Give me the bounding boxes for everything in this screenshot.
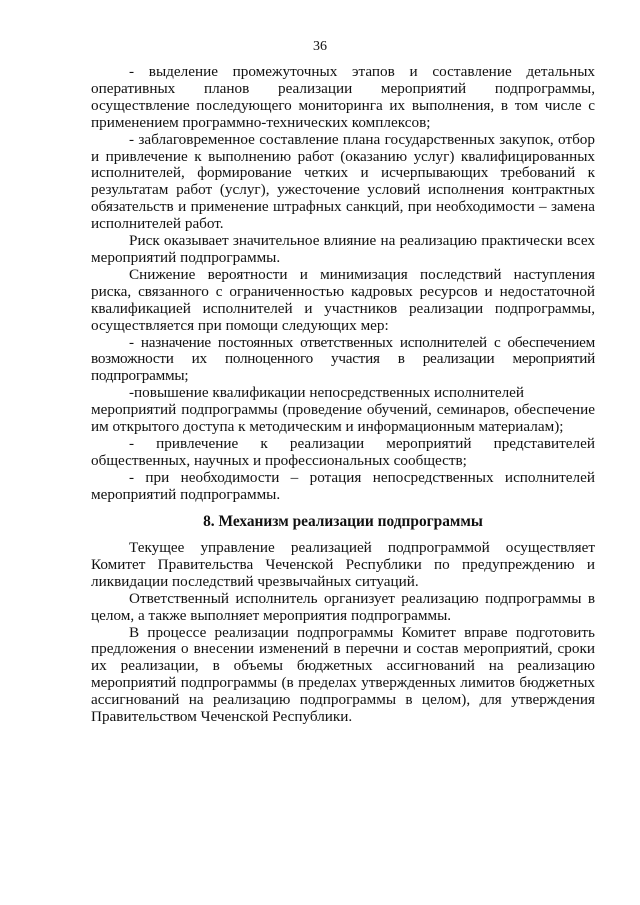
paragraph-risk-influence: Риск оказывает значительное влияние на реализацию практически всех мероприятий подпрограммы.	[91, 232, 595, 266]
body-text-upper	[91, 64, 595, 504]
paragraph-bullet-qualification: -повышение квалификации непосредственных исполнителей	[129, 384, 525, 402]
paragraph-qualification-cont: мероприятий подпрограммы (проведение обучений, семинаров, обеспечение им открытого доступа к методическим и информационным материалам);	[91, 401, 595, 436]
page-number: 36	[313, 39, 327, 54]
paragraph-responsible-executor: Ответственный исполнитель организует реализацию подпрограммы в целом, а также выполняет мероприятия подпрограммы.	[91, 589, 595, 624]
paragraph-current-management: Текущее управление реализацией подпрограммой осуществляет Комитет Правительства Чеченской Республики по предупреждению и ликвидации последствий чрезвычайных ситуаций.	[91, 539, 595, 590]
paragraph-risk-reduction: Снижение вероятности и минимизация последствий наступления риска, связанного с ограниченностью кадровых ресурсов и недостаточной квалификацией исполнителей и участников реализации подпрограммы, осуществляется при помощи следующих мер:	[91, 265, 595, 334]
body-text-lower	[91, 540, 595, 726]
paragraph-bullet-rotation: - при необходимости – ротация непосредственных исполнителей мероприятий подпрограммы.	[91, 468, 595, 503]
paragraph-committee-proposals: В процессе реализации подпрограммы Комитет вправе подготовить предложения о внесении изменений в перечни и состав мероприятий, сроки их реализации, в объемы бюджетных ассигнований на реализацию мероприятий подпрограммы (в пределах утвержденных лимитов бюджетных ассигнований на реализацию подпрограммы в целом), для утверждения Правительством Чеченской Республики.	[91, 623, 595, 726]
paragraph-bullet-appointment: - назначение постоянных ответственных исполнителей с обеспечением возможности их полноценного участия в реализации мероприятий подпрограммы;	[91, 333, 595, 385]
paragraph-bullet-procurement: - заблаговременное составление плана государственных закупок, отбор и привлечение к выполнению работ (оказанию услуг) квалифицированных исполнителей, формирование четких и исчерпывающих требований к результатам работ (услуг), ужесточение условий исполнения контрактных обязательств и применение штрафных санкций, при необходимости – замена исполнителей работ.	[91, 130, 595, 233]
section-heading: 8. Механизм реализации подпрограммы	[203, 513, 483, 530]
paragraph-bullet-involvement: - привлечение к реализации мероприятий представителей общественных, научных и профессиональных сообществ;	[91, 434, 595, 469]
paragraph-bullet-stages: - выделение промежуточных этапов и составление детальных оперативных планов реализации мероприятий подпрограммы, осуществление последующего мониторинга их выполнения, в том числе с применением программно-технических комплексов;	[91, 63, 595, 131]
